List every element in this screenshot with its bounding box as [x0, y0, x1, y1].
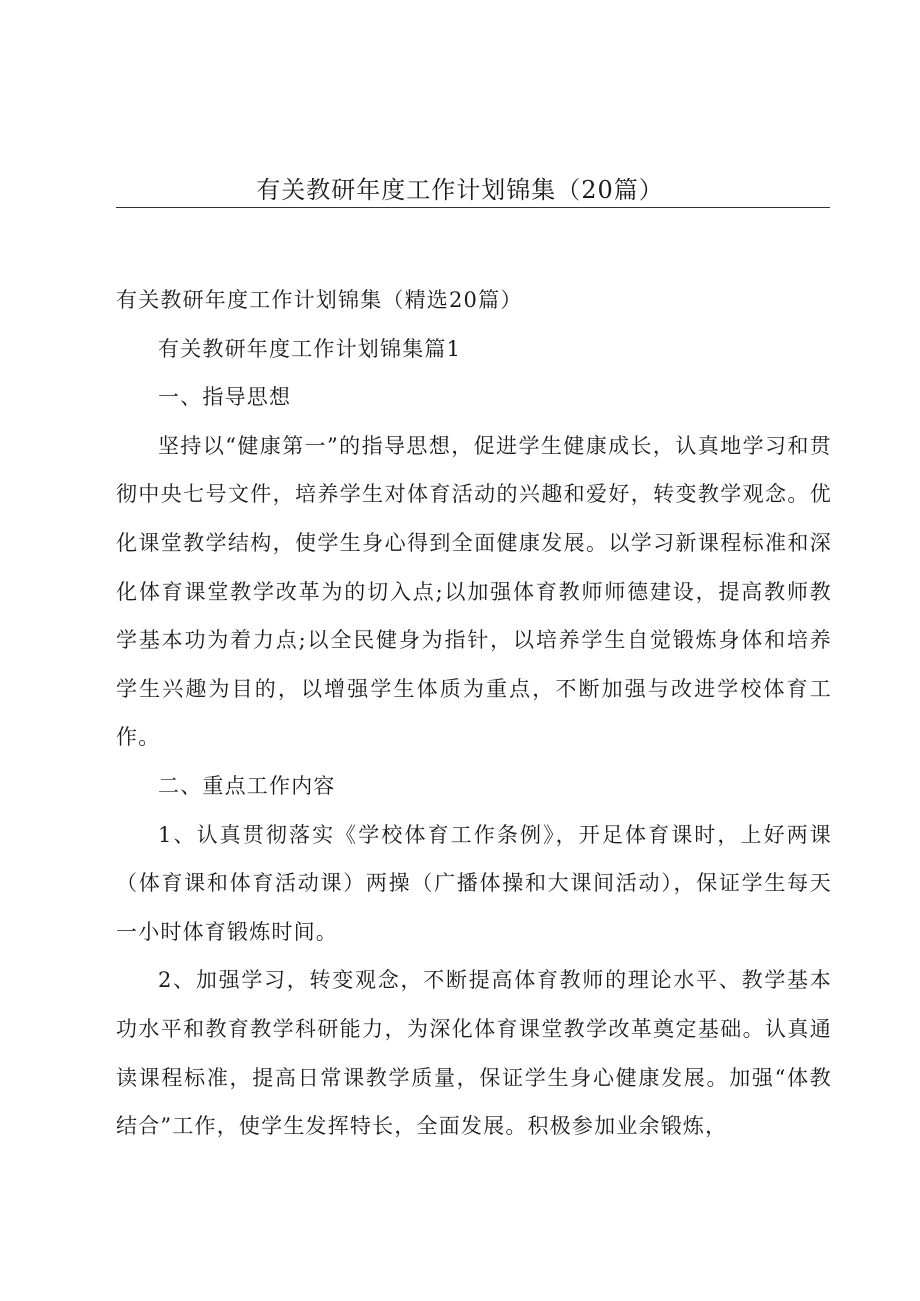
document-title: 有关教研年度工作计划锦集（20篇）	[256, 176, 664, 204]
section-heading-piece-1: 有关教研年度工作计划锦集篇1	[158, 336, 462, 361]
heading-guiding-ideology: 一、指导思想	[158, 385, 292, 410]
heading-key-work: 二、重点工作内容	[158, 773, 336, 798]
paragraph-item-2: 2、加强学习，转变观念，不断提高体育教师的理论水平、教学基本功水平和教育教学科研能力，为深化体育课堂教学改革奠定基础。认真通读课程标准，提高日常课教学质量，保证学生身心健康发展。加强“体教结合”工作，使学生发挥特长，全面发展。积极参加业余锻炼，	[116, 968, 832, 1139]
subtitle-paragraph: 有关教研年度工作计划锦集（精选20篇）	[116, 288, 523, 312]
paragraph-guiding-ideology: 坚持以“健康第一”的指导思想，促进学生健康成长，认真地学习和贯彻中央七号文件，培养学生对体育活动的兴趣和爱好，转变教学观念。优化课堂教学结构，使学生身心得到全面健康发展。以学习新课程标准和深化体育课堂教学改革为的切入点;以加强体育教师师德建设，提高教师教学基本功为着力点;以全民健身为指针，以培养学生自觉锻炼身体和培养学生兴趣为目的，以增强学生体质为重点，不断加强与改进学校体育工作。	[116, 433, 832, 750]
paragraph-item-1: 1、认真贯彻落实《学校体育工作条例》，开足体育课时，上好两课（体育课和体育活动课）两操（广播体操和大课间活动），保证学生每天一小时体育锻炼时间。	[116, 822, 832, 944]
title-underline	[116, 207, 830, 208]
document-body	[116, 276, 832, 1151]
